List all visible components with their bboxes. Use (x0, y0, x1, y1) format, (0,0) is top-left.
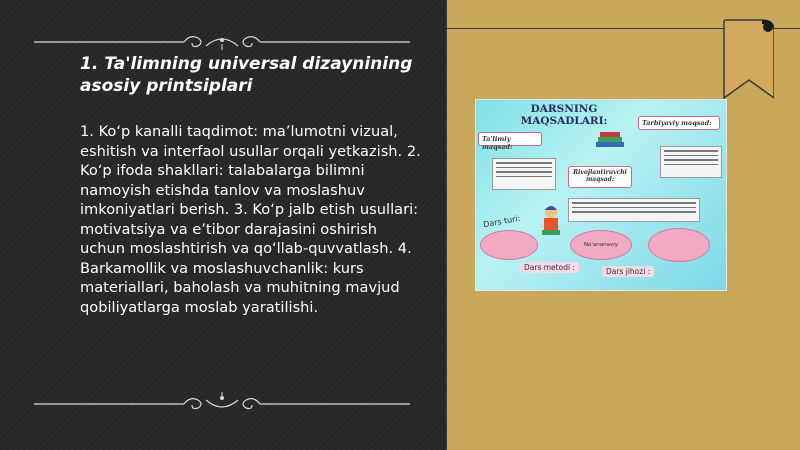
book-icon (594, 130, 626, 154)
student-figure-icon (538, 204, 564, 236)
ornament-divider-bottom (34, 392, 410, 412)
picture-cloud (648, 228, 710, 262)
bookmark-icon (722, 18, 774, 100)
slide-title: 1. Ta'limning universal dizaynining asosiy printsiplari (80, 54, 413, 96)
picture-text-block (568, 198, 700, 222)
picture-noananaviy-cloud: No'ananaviy (570, 230, 632, 260)
picture-heading: DARSNING MAQSADLARI: (520, 103, 608, 127)
picture-tarbiyaviy-label: Tarbiyaviy maqsad: (638, 116, 720, 130)
ornament-divider-top (34, 32, 410, 52)
slide-body-text: 1. Ko‘p kanalli taqdimot: ma’lumotni vizual, eshitish va interfaol usullar orqali yetkazish. 2. Ko‘p ifoda shakllari: talabalarga bilimni namoyish etishda tanlov va moslashuv imkoniyatlari berish. 3. Ko‘p jalb etish usullari: motivatsiya va e’tibor darajasini oshirish uchun moslashtirish va qo‘llab-quvvatlash. 4. Barkamollik va moslashuvchanlik: kurs materiallari, baholash va muhitning mavjud qobiliyatlarga moslab yaratilishi. (80, 123, 421, 316)
decorative-divider (446, 0, 447, 450)
picture-rivojlantiruvchi-label: Rivojlantiruvchi maqsad: (568, 166, 632, 188)
picture-cloud (480, 230, 538, 260)
picture-dars-metodi-label: Dars metodi : (520, 262, 579, 273)
picture-dars-jihozi-label: Dars jihozi : (602, 266, 654, 277)
picture-dars-turi-label: Dars turi: (482, 213, 521, 230)
picture-text-block (492, 158, 556, 190)
picture-talimiy-label: Ta'limiy maqsad: (478, 132, 542, 146)
lesson-goals-picture (475, 99, 727, 291)
picture-text-block (660, 146, 722, 178)
